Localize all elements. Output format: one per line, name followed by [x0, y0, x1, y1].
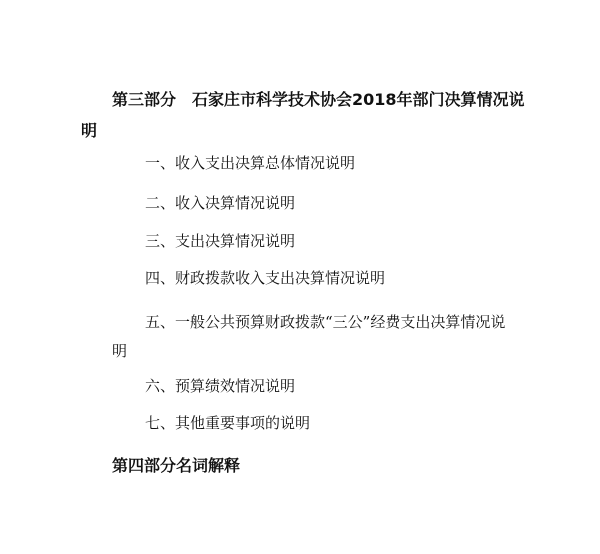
list-item: 三、支出决算情况说明	[145, 232, 296, 250]
part3-heading: 第三部分 石家庄市科学技术协会2018年部门决算情况说	[112, 90, 525, 109]
list-item: 五、一般公共预算财政拨款“三公”经费支出决算情况说	[145, 313, 506, 331]
list-item: 一、收入支出决算总体情况说明	[145, 154, 356, 172]
part4-heading: 第四部分名词解释	[112, 456, 241, 475]
list-item: 六、预算绩效情况说明	[145, 377, 296, 395]
list-item-continued: 明	[112, 342, 128, 360]
list-item: 二、收入决算情况说明	[145, 194, 296, 212]
part3-heading-continued: 明	[81, 121, 98, 140]
list-item: 四、财政拨款收入支出决算情况说明	[145, 269, 386, 287]
list-item: 七、其他重要事项的说明	[145, 414, 311, 432]
